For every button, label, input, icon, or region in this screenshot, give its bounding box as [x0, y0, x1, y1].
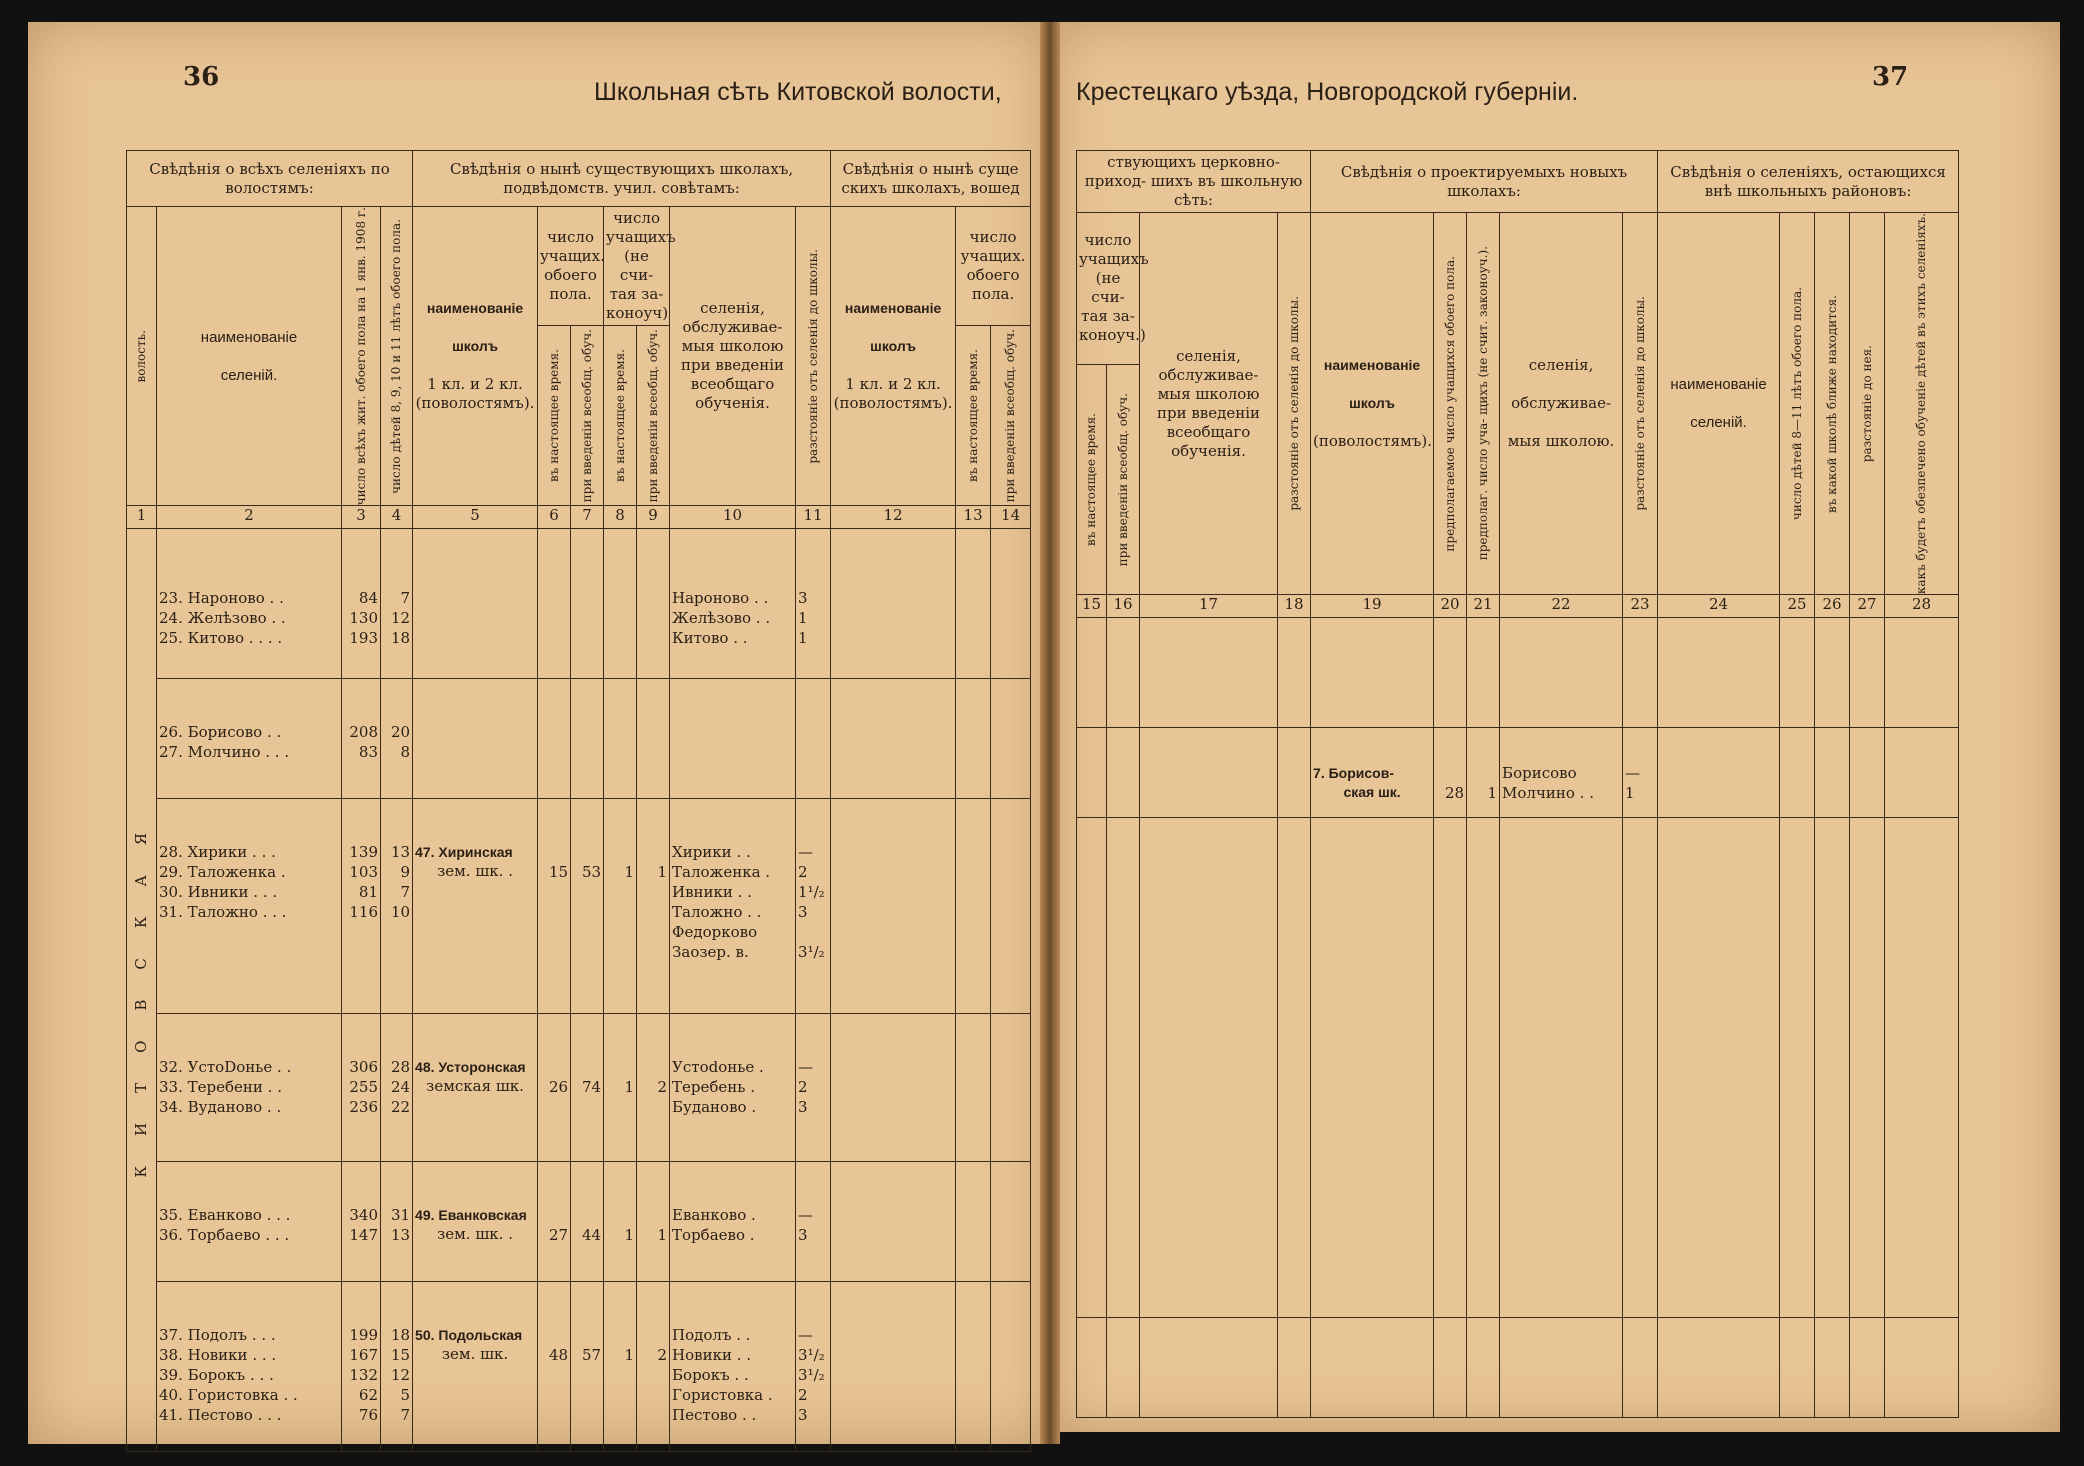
empty-cell — [1467, 1318, 1500, 1418]
header-existing-schools: Свѣдѣнія о нынѣ существующихъ школахъ, подвѣдомств. учил. совѣтамъ: — [413, 151, 831, 207]
empty-cell — [1885, 818, 1959, 1318]
children-list: 20 8 — [381, 679, 413, 799]
empty-cell — [1077, 818, 1107, 1318]
school-cell — [413, 679, 538, 799]
empty-cell — [1623, 618, 1658, 728]
empty-cell — [1815, 818, 1850, 1318]
col-remaining-how: какъ будетъ обезпечено обученіе дѣтей въ этихъ селеніяхъ. — [1885, 213, 1959, 595]
settlement-group-row — [127, 679, 1031, 799]
school-cell — [413, 529, 538, 679]
col-pupils-univ-b: при введеніи всеобщ. обуч. — [991, 325, 1031, 505]
col-pupils-univ: при введеніи всеобщ. обуч. — [571, 325, 604, 505]
column-number: 25 — [1780, 595, 1815, 618]
distance-list: 3 1 1 — [796, 529, 831, 679]
empty-cell — [956, 529, 991, 679]
pupils-now-value: 26 — [538, 1014, 571, 1162]
col-served-villages: селенія, обслуживае- мыя школою при введеніи всеобщаго обученія. — [670, 207, 796, 506]
children-list: 13 9 7 10 — [381, 799, 413, 1014]
distance-list: — 3 — [796, 1162, 831, 1282]
empty-cell — [1278, 728, 1311, 818]
col-school-name: наименованіе школъ 1 кл. и 2 кл. (поволостямъ). — [413, 207, 538, 506]
empty-cell — [831, 1162, 956, 1282]
empty-cell — [1107, 1318, 1140, 1418]
empty-cell — [1434, 1318, 1467, 1418]
col-distance-r: разстояніе отъ селенія до школы. — [1278, 213, 1311, 595]
header-church-schools: Свѣдѣнія о нынѣ суще скихъ школахъ, вошед — [831, 151, 1031, 207]
column-number: 2 — [157, 506, 342, 529]
empty-cell — [1780, 618, 1815, 728]
pupils-univ-value: 57 — [571, 1282, 604, 1452]
column-number: 15 — [1077, 595, 1107, 618]
empty-cell — [1311, 1318, 1434, 1418]
column-number: 1 — [127, 506, 157, 529]
right-page-number: 37 — [1872, 62, 1909, 92]
empty-cell — [1885, 1318, 1959, 1418]
served-villages-list: Хирики . . Таложенка . Ивники . . Таложно . . Федорково Заозер. в. — [670, 799, 796, 1014]
distance-list: — 3¹/₂ 3¹/₂ 2 3 — [796, 1282, 831, 1452]
empty-cell — [1623, 1318, 1658, 1418]
column-number: 9 — [637, 506, 670, 529]
empty-cell — [1815, 1318, 1850, 1418]
col-pupils-now: въ настоящее время. — [538, 325, 571, 505]
empty-cell — [831, 1282, 956, 1452]
column-number: 27 — [1850, 595, 1885, 618]
column-number: 6 — [538, 506, 571, 529]
empty-cell — [1815, 728, 1850, 818]
col-pupils-excl: число учащихъ (не счи- тая за- коноуч) — [604, 207, 670, 326]
empty-cell — [1140, 818, 1278, 1318]
settlement-group-row — [127, 1282, 1031, 1452]
col-children: число дѣтей 8, 9, 10 и 11 лѣтъ обоего пола. — [381, 207, 413, 506]
served-villages-list: Еванково . Торбаево . — [670, 1162, 796, 1282]
settlement-group-row — [127, 1162, 1031, 1282]
projected-villages-list: Борисово Молчино . . — [1500, 728, 1623, 818]
col-teachers-excl: число учащихъ (не счи- тая за- коноуч.) — [1077, 213, 1140, 365]
col-expected-pupils: предполагаемое число учащихся обоего пола. — [1434, 213, 1467, 595]
population-list: 208 83 — [342, 679, 381, 799]
teachers-now-value — [604, 529, 637, 679]
empty-cell — [991, 679, 1031, 799]
empty-cell — [956, 799, 991, 1014]
col-teachers-univ-r: при введеніи всеобщ. обуч. — [1107, 364, 1140, 594]
col-remaining-distance: разстояніе до нея. — [1850, 213, 1885, 595]
population-list: 84 130 193 — [342, 529, 381, 679]
pupils-now-value: 27 — [538, 1162, 571, 1282]
empty-cell — [1311, 818, 1434, 1318]
column-number: 18 — [1278, 595, 1311, 618]
col-teachers-univ: при введеніи всеобщ. обуч. — [637, 325, 670, 505]
empty-cell — [831, 529, 956, 679]
projected-school-cell: 7. Борисов- ская шк. — [1311, 728, 1434, 818]
empty-cell — [956, 1014, 991, 1162]
col-served-villages-r: селенія, обслуживае- мыя школою при введеніи всеобщаго обученія. — [1140, 213, 1278, 595]
column-number: 11 — [796, 506, 831, 529]
column-number: 14 — [991, 506, 1031, 529]
right-row — [1077, 618, 1959, 728]
empty-cell — [1780, 1318, 1815, 1418]
empty-cell — [1107, 818, 1140, 1318]
column-number: 20 — [1434, 595, 1467, 618]
col-volost: волость. — [127, 207, 157, 506]
empty-cell — [991, 1162, 1031, 1282]
empty-cell — [956, 1162, 991, 1282]
settlement-list: 37. Подолъ . . . 38. Новики . . . 39. Борокъ . . . 40. Гористовка . . 41. Пестово . . . — [157, 1282, 342, 1452]
teachers-now-value — [604, 679, 637, 799]
column-number: 10 — [670, 506, 796, 529]
empty-cell — [1140, 618, 1278, 728]
teachers-univ-value — [637, 679, 670, 799]
col-teachers-now: въ настоящее время. — [604, 325, 637, 505]
empty-cell — [1850, 728, 1885, 818]
served-villages-list: Устоdонье . Теребень . Буданово . — [670, 1014, 796, 1162]
empty-cell — [1278, 818, 1311, 1318]
column-number-row — [127, 506, 1031, 529]
empty-cell — [1815, 618, 1850, 728]
left-ledger-table — [126, 150, 1031, 1452]
empty-cell — [991, 799, 1031, 1014]
empty-cell — [1467, 818, 1500, 1318]
column-number: 22 — [1500, 595, 1623, 618]
col-pupils-now-b: въ настоящее время. — [956, 325, 991, 505]
teachers-now-value: 1 — [604, 1162, 637, 1282]
col-distance: разстояніе отъ селенія до школы. — [796, 207, 831, 506]
empty-cell — [956, 1282, 991, 1452]
projected-distance-list: — 1 — [1623, 728, 1658, 818]
served-villages-list — [670, 679, 796, 799]
empty-cell — [1467, 618, 1500, 728]
column-number: 24 — [1658, 595, 1780, 618]
empty-cell — [991, 529, 1031, 679]
empty-cell — [1658, 728, 1780, 818]
population-list: 306 255 236 — [342, 1014, 381, 1162]
served-villages-list: Нароново . . Желѣзово . . Китово . . — [670, 529, 796, 679]
empty-cell — [1850, 818, 1885, 1318]
empty-cell — [831, 799, 956, 1014]
empty-cell — [1107, 618, 1140, 728]
projected-teachers-value: 1 — [1467, 728, 1500, 818]
right-row — [1077, 1318, 1959, 1418]
column-number: 19 — [1311, 595, 1434, 618]
settlement-group-row — [127, 799, 1031, 1014]
empty-cell — [1434, 618, 1467, 728]
empty-cell — [991, 1014, 1031, 1162]
distance-list: — 2 1¹/₂ 3 3¹/₂ — [796, 799, 831, 1014]
right-row — [1077, 728, 1959, 818]
population-list: 340 147 — [342, 1162, 381, 1282]
population-list: 139 103 81 116 — [342, 799, 381, 1014]
teachers-univ-value: 2 — [637, 1014, 670, 1162]
header-remaining-settlements: Свѣдѣнія о селеніяхъ, остающихся внѣ школьныхъ районовъ: — [1658, 151, 1959, 213]
settlement-list: 28. Хирики . . . 29. Таложенка . 30. Ивники . . . 31. Таложно . . . — [157, 799, 342, 1014]
column-number: 12 — [831, 506, 956, 529]
empty-cell — [1658, 618, 1780, 728]
col-projected-school-name: наименованіе школъ (поволостямъ). — [1311, 213, 1434, 595]
distance-list: — 2 3 — [796, 1014, 831, 1162]
empty-cell — [1278, 1318, 1311, 1418]
col-pupils-both: число учащих. обоего пола. — [538, 207, 604, 326]
header-church-schools-cont: ствующихъ церковно-приход- шихъ въ школьную сѣть: — [1077, 151, 1311, 213]
column-number: 8 — [604, 506, 637, 529]
col-school-name-b: наименованіе школъ 1 кл. и 2 кл. (поволостямъ). — [831, 207, 956, 506]
empty-cell — [1500, 818, 1623, 1318]
col-remaining-nearest-school: въ какой школѣ ближе находится. — [1815, 213, 1850, 595]
empty-cell — [1885, 728, 1959, 818]
col-population: число всѣхъ жит. обоего пола на 1 янв. 1908 г. — [342, 207, 381, 506]
teachers-univ-value — [637, 529, 670, 679]
settlement-list: 26. Борисово . . 27. Молчино . . . — [157, 679, 342, 799]
left-running-title: Школьная сѣть Китовской волости, — [594, 78, 1002, 106]
empty-cell — [1278, 618, 1311, 728]
empty-cell — [1077, 1318, 1107, 1418]
left-table-body — [127, 529, 1031, 1452]
column-number-row-r — [1077, 595, 1959, 618]
school-cell: 48. Усторонская земская шк. — [413, 1014, 538, 1162]
column-number: 17 — [1140, 595, 1278, 618]
column-number: 21 — [1467, 595, 1500, 618]
empty-cell — [1077, 618, 1107, 728]
empty-cell — [831, 679, 956, 799]
children-list: 18 15 12 5 7 — [381, 1282, 413, 1452]
column-number: 26 — [1815, 595, 1850, 618]
empty-cell — [1311, 618, 1434, 728]
pupils-now-value — [538, 679, 571, 799]
school-cell: 50. Подольская зем. шк. — [413, 1282, 538, 1452]
teachers-univ-value: 1 — [637, 799, 670, 1014]
pupils-now-value: 15 — [538, 799, 571, 1014]
population-list: 199 167 132 62 76 — [342, 1282, 381, 1452]
empty-cell — [1500, 618, 1623, 728]
teachers-now-value: 1 — [604, 1014, 637, 1162]
teachers-univ-value: 2 — [637, 1282, 670, 1452]
col-expected-teachers: предполаг. число уча- щихъ (не счит. законоуч.). — [1467, 213, 1500, 595]
settlement-list: 23. Нароново . . 24. Желѣзово . . 25. Китово . . . . — [157, 529, 342, 679]
header-projected-schools: Свѣдѣнія о проектируемыхъ новыхъ школахъ: — [1311, 151, 1658, 213]
teachers-univ-value: 1 — [637, 1162, 670, 1282]
column-number: 7 — [571, 506, 604, 529]
column-number: 13 — [956, 506, 991, 529]
pupils-univ-value: 44 — [571, 1162, 604, 1282]
empty-cell — [1140, 1318, 1278, 1418]
children-list: 28 24 22 — [381, 1014, 413, 1162]
empty-cell — [831, 1014, 956, 1162]
empty-cell — [1623, 818, 1658, 1318]
col-settlement-name: наименованіе селеній. — [157, 207, 342, 506]
empty-cell — [1077, 728, 1107, 818]
children-list: 7 12 18 — [381, 529, 413, 679]
settlement-list: 32. УстоDонье . . 33. Теребени . . 34. Вуданово . . — [157, 1014, 342, 1162]
empty-cell — [1780, 728, 1815, 818]
settlement-list: 35. Еванково . . . 36. Торбаево . . . — [157, 1162, 342, 1282]
settlement-group-row — [127, 529, 1031, 679]
column-number: 16 — [1107, 595, 1140, 618]
pupils-now-value: 48 — [538, 1282, 571, 1452]
children-list: 31 13 — [381, 1162, 413, 1282]
col-remaining-name: наименованіе селеній. — [1658, 213, 1780, 595]
pupils-now-value — [538, 529, 571, 679]
teachers-now-value: 1 — [604, 799, 637, 1014]
col-remaining-children: число дѣтей 8—11 лѣтъ обоего пола. — [1780, 213, 1815, 595]
settlement-group-row — [127, 1014, 1031, 1162]
teachers-now-value: 1 — [604, 1282, 637, 1452]
col-pupils-both-b: число учащих. обоего пола. — [956, 207, 1031, 326]
pupils-univ-value — [571, 529, 604, 679]
right-ledger-table — [1076, 150, 1959, 1418]
column-number: 5 — [413, 506, 538, 529]
col-teachers-now-r: въ настоящее время. — [1077, 364, 1107, 594]
pupils-univ-value: 53 — [571, 799, 604, 1014]
empty-cell — [1885, 618, 1959, 728]
empty-cell — [1780, 818, 1815, 1318]
empty-cell — [1850, 618, 1885, 728]
pupils-univ-value — [571, 679, 604, 799]
pupils-univ-value: 74 — [571, 1014, 604, 1162]
school-cell: 49. Еванковская зем. шк. . — [413, 1162, 538, 1282]
volost-name: КИТОВСКАЯ — [127, 529, 157, 1452]
served-villages-list: Подолъ . . Новики . . Борокъ . . Гористовка . Пестово . . — [670, 1282, 796, 1452]
right-row — [1077, 818, 1959, 1318]
empty-cell — [1850, 1318, 1885, 1418]
column-number: 3 — [342, 506, 381, 529]
column-number: 28 — [1885, 595, 1959, 618]
empty-cell — [1434, 818, 1467, 1318]
col-projected-villages: селенія, обслуживае- мыя школою. — [1500, 213, 1623, 595]
empty-cell — [956, 679, 991, 799]
empty-cell — [1500, 1318, 1623, 1418]
empty-cell — [1107, 728, 1140, 818]
empty-cell — [1140, 728, 1278, 818]
right-running-title: Крестецкаго уѣзда, Новгородской губерніи. — [1076, 78, 1579, 106]
empty-cell — [1658, 818, 1780, 1318]
header-all-settlements: Свѣдѣнія о всѣхъ селеніяхъ по волостямъ: — [127, 151, 413, 207]
right-table-body — [1077, 618, 1959, 1418]
col-projected-distance: разстояніе отъ селенія до школы. — [1623, 213, 1658, 595]
school-cell: 47. Хиринская зем. шк. . — [413, 799, 538, 1014]
empty-cell — [1658, 1318, 1780, 1418]
projected-pupils-value: 28 — [1434, 728, 1467, 818]
left-page-number: 36 — [183, 62, 220, 92]
empty-cell — [991, 1282, 1031, 1452]
distance-list — [796, 679, 831, 799]
column-number: 23 — [1623, 595, 1658, 618]
column-number: 4 — [381, 506, 413, 529]
book-gutter — [1040, 22, 1060, 1444]
